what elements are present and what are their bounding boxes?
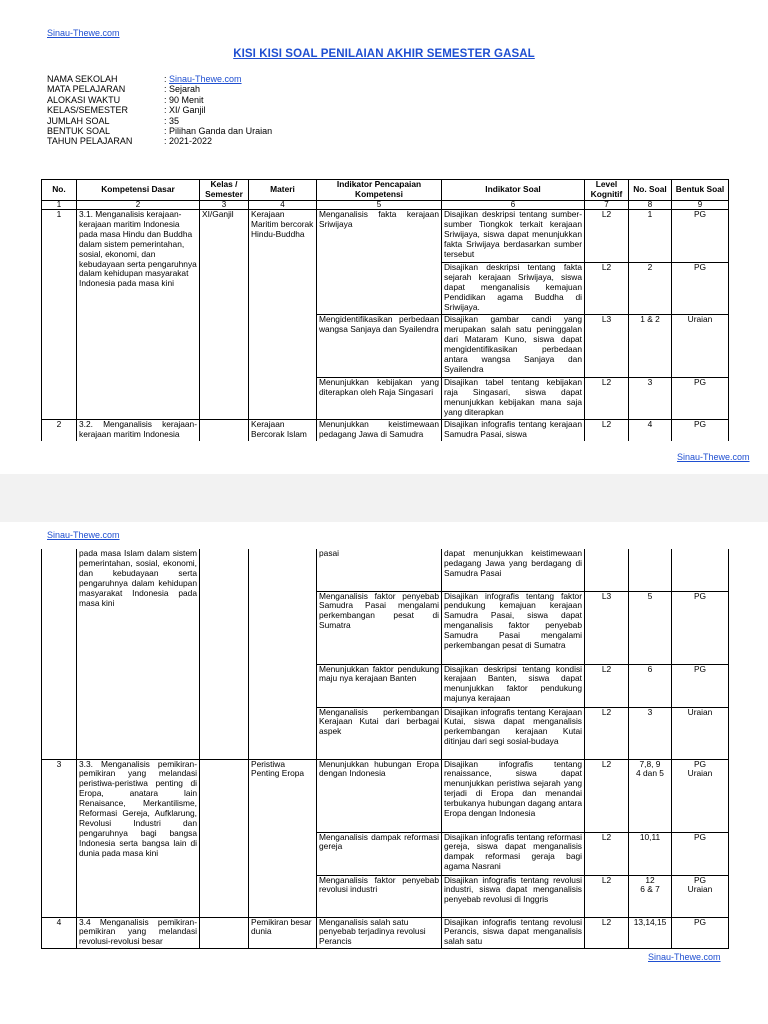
- kd-number: 3: [42, 759, 77, 917]
- ipk-cell: Menganalisis dampak reformasi gereja: [317, 832, 442, 875]
- info-row-year: TAHUN PELAJARAN : 2021-2022: [47, 136, 213, 147]
- soal-cell: Disajikan infografis tentang revolusi Perancis, siswa dapat menganalisis salah satu: [442, 917, 585, 948]
- table-row: [42, 549, 729, 591]
- soal-cell: Disajikan infografis tentang faktor pendukung kemajuan kerajaan Samudra Pasai, siswa dapat menganalisis faktor penyebab Samudra Pasai mengalami perkembangan pesat di Sumatra: [442, 591, 585, 664]
- level-cell: L2: [585, 707, 629, 759]
- header-kd: Kompetensi Dasar: [77, 180, 200, 201]
- ipk-cell: Menganalisis perkembangan Kerajaan Kutai dari berbagai aspek: [317, 707, 442, 759]
- document-page-2: [0, 522, 768, 1024]
- school-link[interactable]: Sinau-Thewe.com: [169, 74, 242, 84]
- header-soal: Indikator Soal: [442, 180, 585, 201]
- level-cell: L2: [585, 664, 629, 707]
- no-soal-cell: 3: [629, 707, 672, 759]
- level-cell: L3: [585, 315, 629, 378]
- soal-cell: Disajikan deskripsi tentang fakta sejarah kerajaan Sriwijaya, siswa dapat menganalisis kemajuan Pendidikan agama Buddha di Sriwijaya.: [442, 263, 585, 315]
- site-link-footer-2[interactable]: Sinau-Thewe.com: [648, 952, 721, 962]
- bentuk-cell: PG Uraian: [672, 875, 729, 917]
- bentuk-cell: PG: [672, 378, 729, 420]
- materi-cell: Kerajaan Maritim bercorak Hindu-Buddha: [249, 210, 317, 420]
- no-soal-cell: 3: [629, 378, 672, 420]
- level-cell: L2: [585, 420, 629, 441]
- level-cell: L2: [585, 832, 629, 875]
- materi-cell: Peristiwa Penting Eropa: [249, 759, 317, 917]
- site-link-top-2[interactable]: Sinau-Thewe.com: [47, 530, 120, 540]
- table-row: [42, 210, 729, 263]
- site-link-top[interactable]: Sinau-Thewe.com: [47, 28, 120, 38]
- soal-cell: Disajikan tabel tentang kebijakan raja Singasari, siswa dapat menunjukkan kebijakan mana saja yang diterapkan: [442, 378, 585, 420]
- ipk-cell: Menunjukkan kebijakan yang diterapkan oleh Raja Singasari: [317, 378, 442, 420]
- bentuk-cell: Uraian: [672, 707, 729, 759]
- no-soal-cell: 10,11: [629, 832, 672, 875]
- level-cell: L2: [585, 917, 629, 948]
- identity-block: [47, 74, 272, 147]
- soal-cell: Disajikan infografis tentang reformasi gereja, siswa dapat menganalisis dampak reformasi geraja bagi agama Nasrani: [442, 832, 585, 875]
- bentuk-cell: PG: [672, 664, 729, 707]
- ipk-cell: pasai: [317, 549, 442, 591]
- soal-cell: Disajikan infografis tentang kerajaan Samudra Pasai, siswa: [442, 420, 585, 441]
- soal-cell: Disajikan gambar candi yang merupakan salah satu peninggalan dari Mataram Kuno, siswa dapat mengidentifikasikan perbedaan antara wangsa Sanjaya dan Syailendra: [442, 315, 585, 378]
- document-title: KISI KISI SOAL PENILAIAN AKHIR SEMESTER GASAL: [233, 48, 535, 60]
- document-page-1: [0, 0, 768, 474]
- soal-cell: Disajikan infografis tentang renaissance, siswa dapat menunjukkan peristiwa sejarah yang terjadi di Eropa dan menandai terbukanya hubungan dagang antara Eropa dengan Indonesia: [442, 759, 585, 832]
- no-soal-cell: 1 & 2: [629, 315, 672, 378]
- soal-cell: Disajikan deskripsi tentang kondisi kerajaan Banten, siswa dapat menunjukkan faktor pendukung majunya kerajaan: [442, 664, 585, 707]
- kd-text: 3.2. Menganalisis kerajaan-kerajaan maritim Indonesia: [77, 420, 200, 441]
- level-cell: L2: [585, 759, 629, 832]
- no-soal-cell: 13,14,15: [629, 917, 672, 948]
- bentuk-cell: PG: [672, 917, 729, 948]
- header-no: No.: [42, 180, 77, 201]
- level-cell: L2: [585, 263, 629, 315]
- header-no-soal: No. Soal: [629, 180, 672, 201]
- info-row-time: ALOKASI WAKTU : 90 Menit: [47, 94, 204, 105]
- header-bentuk: Bentuk Soal: [672, 180, 729, 201]
- grid-table-page-2: [41, 549, 729, 949]
- bentuk-cell: Uraian: [672, 315, 729, 378]
- info-row-count: JUMLAH SOAL : 35: [47, 115, 180, 126]
- ipk-cell: Mengidentifikasikan perbedaan wangsa Sanjaya dan Syailendra: [317, 315, 442, 378]
- ipk-cell: Menganalisis salah satu penyebab terjadinya revolusi Perancis: [317, 917, 442, 948]
- column-number-row: 1 2 3 4 5 6 7 8 9: [42, 201, 729, 210]
- ipk-cell: Menunjukkan faktor pendukung maju nya kerajaan Banten: [317, 664, 442, 707]
- soal-cell: Disajikan infografis tentang Kerajaan Kutai, siswa dapat menganalisis perkembangan kerajaan Kutai ditinjau dari segi sosial-budaya: [442, 707, 585, 759]
- kd-text: 3.1. Menganalisis kerajaan-kerajaan maritim Indonesia pada masa Hindu dan Buddha dalam sistem pemerintahan, sosial, ekonomi, dan kebudayaan serta pengaruhnya dalam kehidupan masyarakat Indonesia pada masa kini: [77, 210, 200, 420]
- materi-cell: Kerajaan Bercorak Islam: [249, 420, 317, 441]
- bentuk-cell: PG: [672, 420, 729, 441]
- bentuk-cell: PG Uraian: [672, 759, 729, 832]
- bentuk-cell: PG: [672, 210, 729, 263]
- level-cell: L2: [585, 210, 629, 263]
- ipk-cell: Menganalisis faktor penyebab revolusi industri: [317, 875, 442, 917]
- soal-cell: dapat menunjukkan keistimewaan pedagang Jawa yang berdagang di Samudra Pasai: [442, 549, 585, 591]
- info-row-class: KELAS/SEMESTER : XI/ Ganjil: [47, 105, 206, 116]
- table-row: [42, 759, 729, 832]
- no-soal-cell: 1: [629, 210, 672, 263]
- no-soal-cell: 4: [629, 420, 672, 441]
- header-kelas: Kelas / Semester: [200, 180, 249, 201]
- kd-number: 1: [42, 210, 77, 420]
- kd-text: 3.4 Menganalisis pemikiran-pemikiran yang melandasi revolusi-revolusi besar: [77, 917, 200, 948]
- kd-text: 3.3. Menganalisis pemikiran-pemikiran yang melandasi peristiwa-peristiwa penting di Eropa, anatara lain Renaisance, Merkantilisme, Reformasi Gereja, Aufklarung, Revolusi Industri dan pengaruhnya bagi bangsa Indonesia serta bangsa lain di dunia pada masa kini: [77, 759, 200, 917]
- no-soal-cell: 7,8, 9 4 dan 5: [629, 759, 672, 832]
- level-cell: L2: [585, 875, 629, 917]
- kd-number: 2: [42, 420, 77, 441]
- grid-table-page-1: [41, 179, 729, 441]
- table-row: [42, 420, 729, 441]
- site-link-footer-1[interactable]: Sinau-Thewe.com: [677, 452, 750, 462]
- soal-cell: Disajikan deskripsi tentang sumber-sumber Tiongkok terkait kerajaan Sriwijaya, siswa dapat menunjukkan fakta Sriwijaya berdasarkan sumber tersebut: [442, 210, 585, 263]
- kelas-cell: XI/Ganjil: [200, 210, 249, 420]
- materi-cell: Pemikiran besar dunia: [249, 917, 317, 948]
- ipk-cell: Menunjukkan keistimewaan pedagang Jawa di Samudra: [317, 420, 442, 441]
- no-soal-cell: 6: [629, 664, 672, 707]
- kd-number: 4: [42, 917, 77, 948]
- ipk-cell: Menunjukkan hubungan Eropa dengan Indonesia: [317, 759, 442, 832]
- soal-cell: Disajikan infografis tentang revolusi industri, siswa dapat menganalisis penyebab revolusi di Inggris: [442, 875, 585, 917]
- header-materi: Materi: [249, 180, 317, 201]
- bentuk-cell: PG: [672, 591, 729, 664]
- info-row-school: NAMA SEKOLAH : Sinau-Thewe.com: [47, 74, 242, 84]
- header-row: [42, 180, 729, 201]
- bentuk-cell: PG: [672, 832, 729, 875]
- ipk-cell: Menganalisis faktor penyebab Samudra Pasai mengalami perkembangan pesat di Sumatra: [317, 591, 442, 664]
- kd-text: pada masa Islam dalam sistem pemerintahan, sosial, ekonomi, dan kebudayaan serta pengaruhnya dalam kehidupan masyarakat Indonesia pada masa kini: [77, 549, 200, 759]
- level-cell: L2: [585, 378, 629, 420]
- ipk-cell: Menganalisis fakta kerajaan Sriwijaya: [317, 210, 442, 315]
- header-ipk: Indikator Pencapaian Kompetensi: [317, 180, 442, 201]
- no-soal-cell: 2: [629, 263, 672, 315]
- no-soal-cell: 5: [629, 591, 672, 664]
- header-level: Level Kognitif: [585, 180, 629, 201]
- info-row-subject: MATA PELAJARAN : Sejarah: [47, 84, 201, 95]
- table-row: [42, 917, 729, 948]
- bentuk-cell: PG: [672, 263, 729, 315]
- no-soal-cell: 12 6 & 7: [629, 875, 672, 917]
- level-cell: L3: [585, 591, 629, 664]
- info-row-form: BENTUK SOAL : Pilihan Ganda dan Uraian: [47, 126, 273, 137]
